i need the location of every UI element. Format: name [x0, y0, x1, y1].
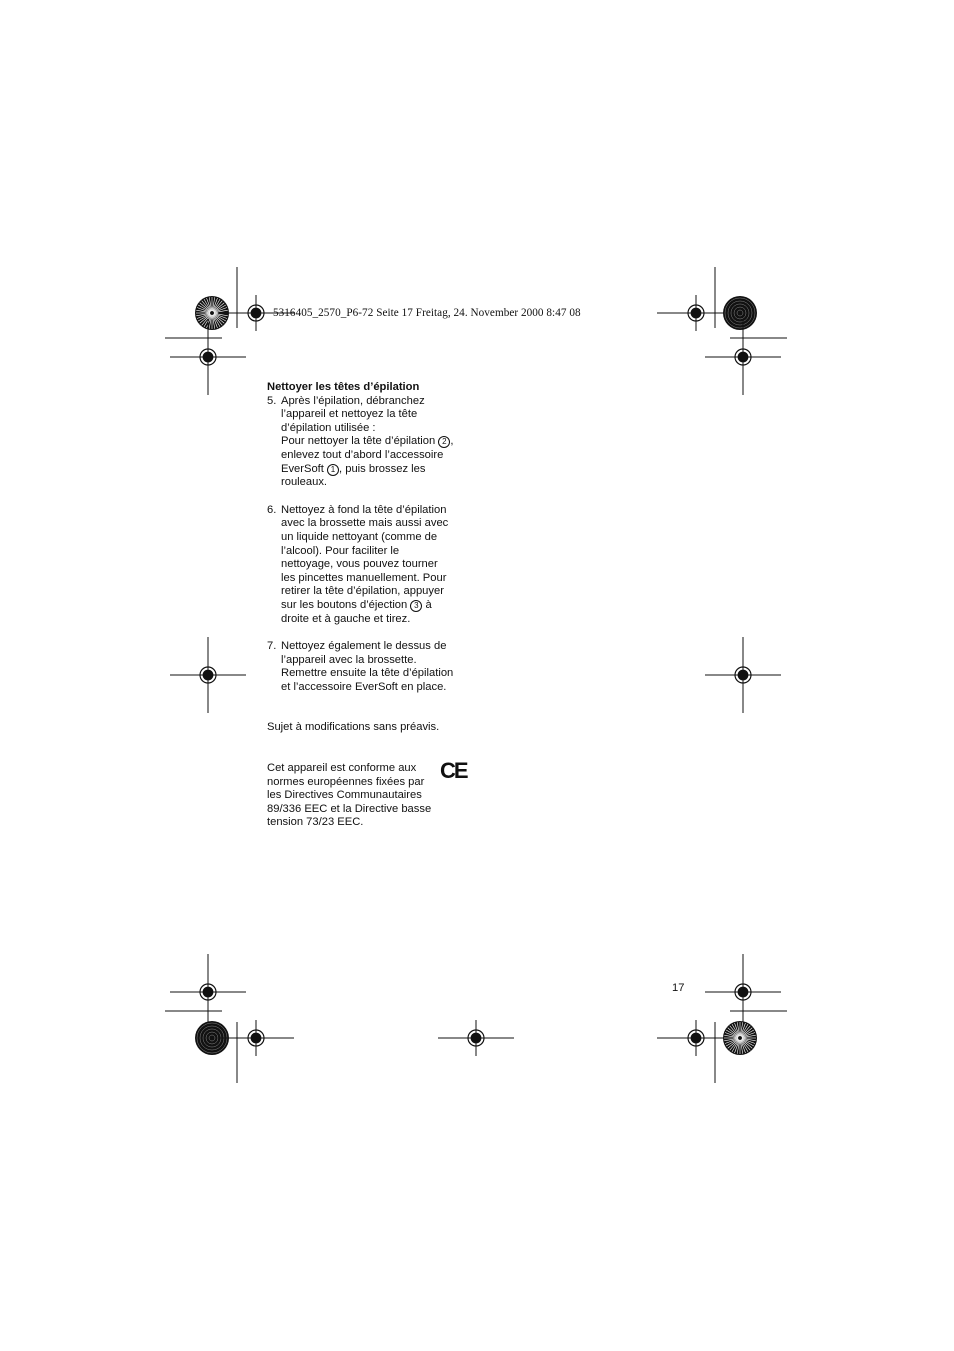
ref-2-icon: 2: [438, 436, 450, 448]
text-line: les Directives Communautaires: [267, 789, 422, 802]
step-body: [281, 395, 477, 490]
text-line: Remettre ensuite la tête d’épilation: [281, 667, 454, 680]
page-content: [267, 381, 477, 830]
step-body: [281, 640, 477, 694]
conformity-text: [267, 762, 442, 830]
text-line: l’appareil avec la brossette.: [281, 653, 417, 666]
text-line: retirer la tête d’épilation, appuyer: [281, 585, 444, 598]
text-line: EverSoft 1 , puis brossez les: [281, 462, 426, 475]
ce-mark-icon: CE: [440, 758, 467, 784]
text-line: l’appareil et nettoyez la tête: [281, 408, 418, 421]
step-number: 6.: [267, 503, 277, 516]
text-line: avec la brossette mais aussi avec: [281, 517, 449, 530]
text-line: un liquide nettoyant (comme de: [281, 530, 438, 543]
text-line: sur les boutons d’éjection 3 à: [281, 598, 432, 611]
notice-text: Sujet à modifications sans préavis.: [267, 721, 440, 734]
text-line: Nettoyez à fond la tête d’épilation: [281, 503, 447, 516]
text-line: Cet appareil est conforme aux: [267, 762, 417, 775]
text-line: les pincettes manuellement. Pour: [281, 571, 447, 584]
step-6: [267, 504, 477, 626]
page-number: 17: [672, 982, 685, 994]
text-line: l’alcool). Pour faciliter le: [281, 544, 400, 557]
text-line: rouleaux.: [281, 476, 328, 489]
text-line: et l’accessoire EverSoft en place.: [281, 680, 447, 693]
step-number: 5.: [267, 394, 277, 407]
ref-3-icon: 3: [410, 600, 422, 612]
step-body: [281, 504, 477, 626]
text-line: 89/336 EEC et la Directive basse: [267, 802, 432, 815]
text-line: Nettoyez également le dessus de: [281, 640, 447, 653]
ref-1-icon: 1: [327, 464, 339, 476]
section-heading: Nettoyer les têtes d’épilation: [267, 381, 420, 393]
step-7: [267, 640, 477, 694]
text-line: normes européennes fixées par: [267, 775, 425, 788]
text-line: tension 73/23 EEC.: [267, 816, 364, 829]
text-line: droite et à gauche et tirez.: [281, 612, 411, 625]
step-number: 7.: [267, 640, 277, 653]
text-line: Après l’épilation, débranchez: [281, 394, 425, 407]
conformity-block: [267, 758, 477, 830]
text-line: d’épilation utilisée :: [281, 421, 376, 434]
step-5: [267, 395, 477, 490]
text-line: Pour nettoyer la tête d’épilation 2 ,: [281, 435, 454, 448]
print-slug-header: 5316405_2570_P6-72 Seite 17 Freitag, 24. November 2000 8:47 08: [273, 307, 581, 319]
text-line: enlevez tout d’abord l’accessoire: [281, 448, 444, 461]
text-line: nettoyage, vous pouvez tourner: [281, 558, 438, 571]
